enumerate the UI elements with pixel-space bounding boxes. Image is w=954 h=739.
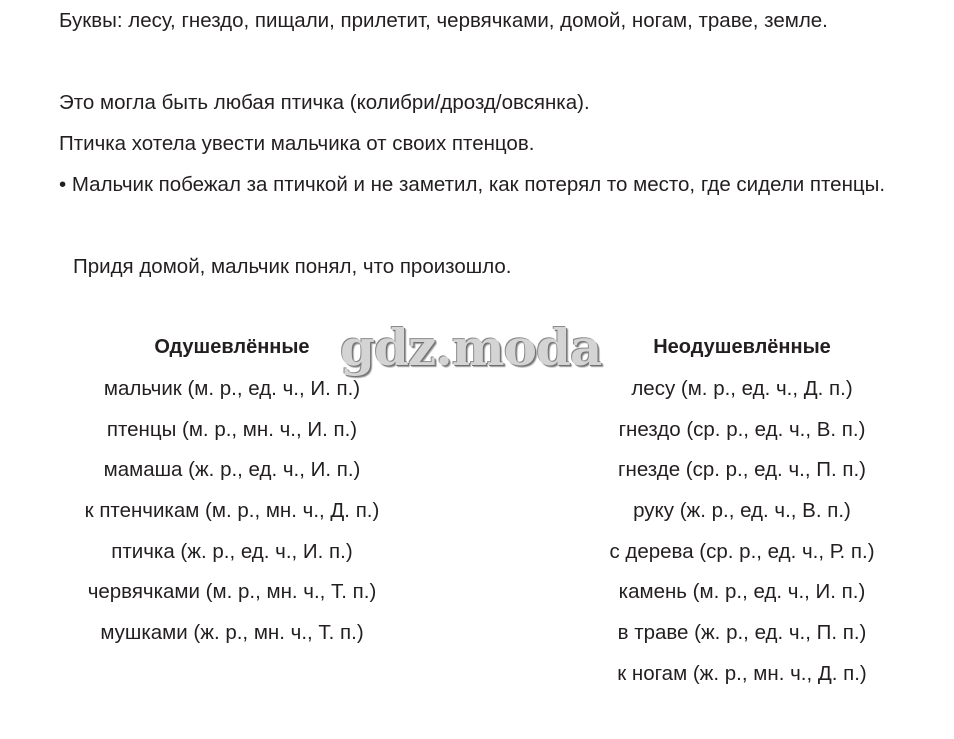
list-item: гнезде (ср. р., ед. ч., П. п.) <box>618 458 866 482</box>
letters-paragraph: Буквы: лесу, гнездо, пищали, прилетит, червячками, домой, ногам, траве, земле. <box>59 9 828 32</box>
list-item: лесу (м. р., ед. ч., Д. п.) <box>631 377 853 400</box>
list-item: червячками (м. р., мн. ч., Т. п.) <box>87 580 377 604</box>
bird-type-paragraph: Это могла быть любая птичка (колибри/дрозд/овсянка). <box>59 91 590 114</box>
inanimate-column <box>496 325 954 695</box>
list-item: мушками (ж. р., мн. ч., Т. п.) <box>100 621 364 645</box>
boy-home-paragraph: Придя домой, мальчик понял, что произошло. <box>73 255 512 278</box>
animate-list <box>0 369 464 654</box>
list-item: гнездо (ср. р., ед. ч., В. п.) <box>618 417 866 441</box>
list-item: птенцы (м. р., мн. ч., И. п.) <box>106 417 358 441</box>
animate-header: Одушевлённые <box>154 336 310 358</box>
watermark-logo: gdz.moda <box>340 318 602 377</box>
inanimate-list <box>496 369 954 695</box>
list-item: к птенчикам (м. р., мн. ч., Д. п.) <box>84 499 380 523</box>
boy-ran-paragraph: • Мальчик побежал за птичкой и не заметил, как потерял то место, где сидели птенцы. <box>59 173 886 196</box>
list-item: в траве (ж. р., ед. ч., П. п.) <box>617 621 867 645</box>
bird-intent-paragraph: Птичка хотела увести мальчика от своих птенцов. <box>59 132 535 155</box>
inanimate-header: Неодушевлённые <box>653 336 831 358</box>
list-item: птичка (ж. р., ед. ч., И. п.) <box>111 539 353 563</box>
list-item: камень (м. р., ед. ч., И. п.) <box>618 580 866 604</box>
list-item: мамаша (ж. р., ед. ч., И. п.) <box>103 458 361 482</box>
list-item: с дерева (ср. р., ед. ч., Р. п.) <box>609 539 875 563</box>
list-item: к ногам (ж. р., мн. ч., Д. п.) <box>617 661 867 685</box>
list-item: мальчик (м. р., ед. ч., И. п.) <box>103 377 361 400</box>
list-item: руку (ж. р., ед. ч., В. п.) <box>633 499 851 523</box>
